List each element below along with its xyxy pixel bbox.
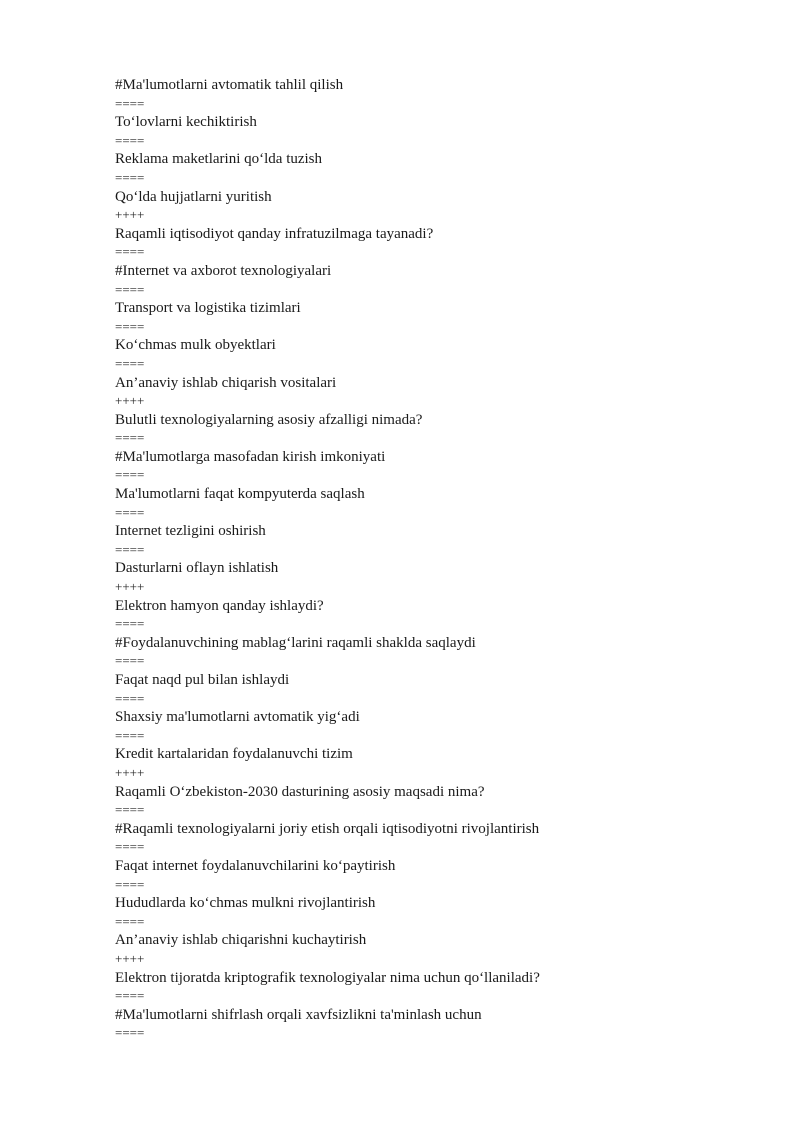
separator-line: ====	[115, 690, 145, 706]
question-line: Raqamli O‘zbekiston-2030 dasturining asosiy maqsadi nima?	[115, 783, 485, 800]
separator-line: ====	[115, 653, 145, 669]
separator-line: ====	[115, 281, 145, 297]
answer-option-line: Faqat naqd pul bilan ishlaydi	[115, 672, 290, 688]
separator-line: ====	[115, 988, 145, 1004]
question-separator: ++++	[115, 764, 145, 780]
correct-answer-line: #Internet va axborot texnologiyalari	[115, 262, 332, 279]
question-line: Raqamli iqtisodiyot qanday infratuzilmaga tayanadi?	[115, 225, 434, 242]
separator-line: ====	[115, 727, 145, 743]
question-line: Bulutli texnologiyalarning asosiy afzalligi nimada?	[115, 411, 423, 428]
question-separator: ++++	[115, 207, 145, 223]
separator-line: ====	[115, 616, 145, 632]
answer-option-line: Faqat internet foydalanuvchilarini ko‘paytirish	[115, 857, 396, 874]
separator-line: ====	[115, 1025, 145, 1041]
separator-line: ====	[115, 541, 145, 557]
question-separator: ++++	[115, 950, 145, 966]
correct-answer-line: #Ma'lumotlarni shifrlash orqali xavfsizlikni ta'minlash uchun	[115, 1006, 482, 1023]
separator-line: ====	[115, 839, 145, 855]
answer-option-line: An’anaviy ishlab chiqarish vositalari	[115, 374, 337, 391]
correct-answer-line: #Ma'lumotlarga masofadan kirish imkoniyati	[115, 448, 386, 465]
question-line: Elektron hamyon qanday ishlaydi?	[115, 597, 324, 614]
separator-line: ====	[115, 244, 145, 260]
separator-line: ====	[115, 169, 145, 185]
question-separator: ++++	[115, 393, 145, 409]
answer-option-line: To‘lovlarni kechiktirish	[115, 114, 257, 131]
answer-option-line: Transport va logistika tizimlari	[115, 300, 301, 317]
separator-line: ====	[115, 504, 145, 520]
separator-line: ====	[115, 95, 145, 111]
correct-answer-line: #Foydalanuvchining mablag‘larini raqamli shaklda saqlaydi	[115, 634, 476, 651]
separator-line: ====	[115, 802, 145, 818]
separator-line: ====	[115, 913, 145, 929]
separator-line: ====	[115, 467, 145, 483]
correct-answer-line: #Raqamli texnologiyalarni joriy etish orqali iqtisodiyotni rivojlantirish	[115, 820, 540, 837]
answer-option-line: Dasturlarni oflayn ishlatish	[115, 560, 279, 577]
question-line: Elektron tijoratda kriptografik texnologiyalar nima uchun qo‘llaniladi?	[115, 969, 540, 986]
correct-answer-line: #Ma'lumotlarni avtomatik tahlil qilish	[115, 77, 344, 93]
document-body	[115, 76, 755, 1043]
answer-option-line: Hududlarda ko‘chmas mulkni rivojlantirish	[115, 895, 376, 912]
separator-line: ====	[115, 318, 145, 334]
separator-line: ====	[115, 132, 145, 148]
answer-option-line: Internet tezligini oshirish	[115, 523, 266, 540]
separator-line: ====	[115, 876, 145, 892]
answer-option-line: Ko‘chmas mulk obyektlari	[115, 337, 276, 354]
answer-option-line: Kredit kartalaridan foydalanuvchi tizim	[115, 746, 353, 763]
question-separator: ++++	[115, 579, 145, 595]
answer-option-line: Shaxsiy ma'lumotlarni avtomatik yig‘adi	[115, 709, 360, 726]
separator-line: ====	[115, 430, 145, 446]
separator-line: ====	[115, 355, 145, 371]
answer-option-line: An’anaviy ishlab chiqarishni kuchaytirish	[115, 932, 367, 949]
answer-option-line: Qo‘lda hujjatlarni yuritish	[115, 188, 272, 205]
answer-option-line: Reklama maketlarini qo‘lda tuzish	[115, 151, 323, 168]
answer-option-line: Ma'lumotlarni faqat kompyuterda saqlash	[115, 486, 365, 503]
